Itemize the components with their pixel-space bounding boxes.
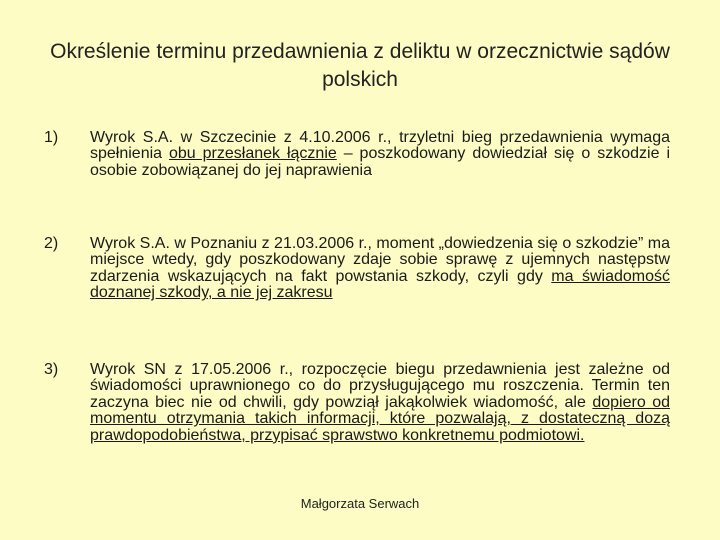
item-number: 3) [44,361,59,378]
item-text [90,362,670,444]
item-text [90,130,670,179]
item-text [90,236,670,302]
author-footer: Małgorzata Serwach [300,496,420,511]
text-segment: – poszkodowany dowiedział się o szkodzie i osobie zobowiązanej do jej naprawienia [90,145,670,179]
text-segment: Wyrok S.A. w Szczecinie z 4.10.2006 r., trzyletni bieg przedawnienia wymaga spełnienia [90,129,670,163]
text-segment: Wyrok SN z 17.05.2006 r., rozpoczęcie biegu przedawnienia jest zależne od świadomości uprawnionego co do przysługującego mu roszczenia. Termin ten zaczyna biec nie od chwili, gdy powziął jakąkolwiek wiadomość, ale [90,361,670,411]
underlined-text: ma świadomość doznanej szkody, a nie jej zakresu [90,267,671,302]
item-number: 1) [44,129,59,146]
item-number: 2) [44,235,59,252]
underlined-text: dopiero od momentu otrzymania takich informacji, które pozwalają, z dostateczną dozą prawdopodobieństwa, przypisać sprawstwo konkretnemu podmiotowi. [90,393,670,444]
underlined-text: obu przesłanek łącznie [169,145,337,163]
text-segment: Wyrok S.A. w Poznaniu z 21.03.2006 r., moment „dowiedzenia się o szkodzie” ma miejsce wtedy, gdy poszkodowany zdaje sobie sprawę z ujemnych następstw zdarzenia wskazujących na fakt powstania szkody, czyli gdy [90,235,670,285]
slide-title: Określenie terminu przedawnienia z deliktu w orzecznictwie sądów polskich [50,40,670,91]
